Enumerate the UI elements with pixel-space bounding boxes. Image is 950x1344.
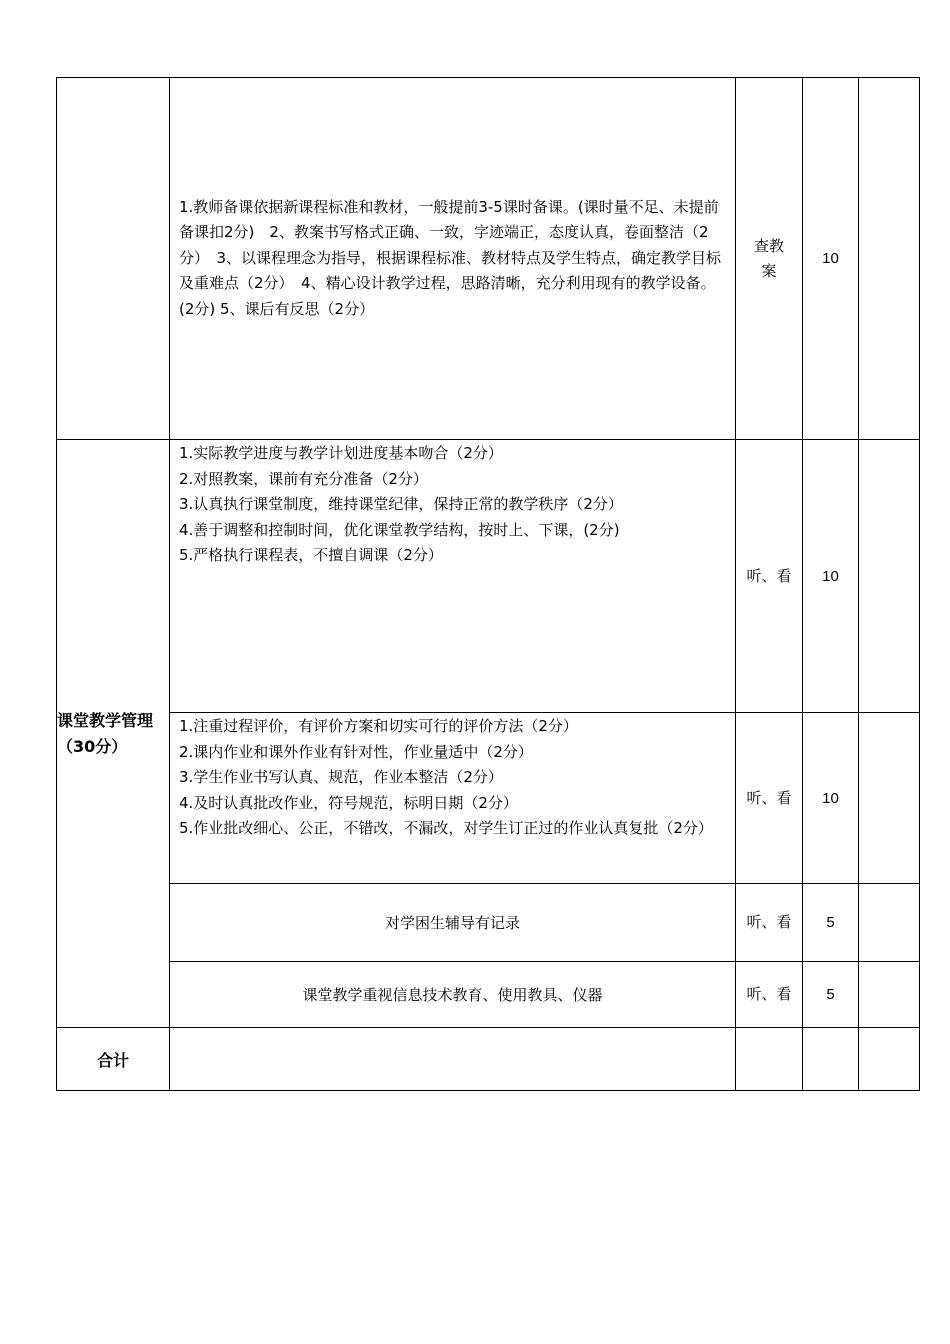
method-cell: 听、看 — [736, 713, 803, 884]
criteria-item: 2.对照教案，课前有充分准备（2分） — [179, 469, 428, 488]
table-row — [57, 78, 920, 440]
criteria-item: 1.注重过程评价，有评价方案和切实可行的评价方法（2分） — [179, 717, 578, 735]
criteria-item: 2.课内作业和课外作业有针对性，作业量适中（2分） — [179, 742, 533, 761]
criteria-list — [170, 713, 735, 842]
criteria-item: 5.严格执行课程表，不擅自调课（2分） — [179, 546, 443, 564]
criteria-list — [170, 440, 735, 569]
category-label: 课堂教学管理（30分） — [57, 710, 154, 756]
criteria-paragraph: 1.教师备课依据新课程标准和教材，一般提前3-5课时备课。(课时量不足、未提前备课扣2分) 2、教案书写格式正确、一致，字迹端正，态度认真，卷面整洁（2分） 3、以课程理念为指导，根据课程标准、教材特点及学生特点，确定教学目标及重难点（2分） 4、精心设计教学过程，思路清晰，充分利用现有的教学设备。(2分) 5、课后有反思（2分） — [179, 197, 722, 318]
total-result-cell — [859, 1028, 920, 1091]
result-cell — [859, 884, 920, 962]
result-cell — [859, 713, 920, 884]
table-row — [57, 962, 920, 1028]
result-cell — [859, 440, 920, 713]
table-row — [57, 713, 920, 884]
criteria-item: 3.认真执行课堂制度，维持课堂纪律，保持正常的教学秩序（2分） — [179, 495, 623, 513]
score-cell: 10 — [803, 713, 859, 884]
criteria-cell: 对学困生辅导有记录 — [170, 884, 736, 962]
criteria-item: 5.作业批改细心、公正，不错改，不漏改，对学生订正过的作业认真复批（2分） — [179, 819, 713, 837]
category-cell — [57, 440, 170, 1028]
method-cell — [736, 78, 803, 440]
criteria-cell — [170, 440, 736, 713]
category-cell — [57, 78, 170, 440]
method-cell: 听、看 — [736, 440, 803, 713]
total-row — [57, 1028, 920, 1091]
score-cell: 10 — [803, 78, 859, 440]
table-row — [57, 440, 920, 713]
criteria-cell: 课堂教学重视信息技术教育、使用教具、仪器 — [170, 962, 736, 1028]
method-text: 查教案 — [753, 236, 784, 280]
total-score-cell — [803, 1028, 859, 1091]
evaluation-table — [56, 77, 920, 1091]
criteria-item: 4.及时认真批改作业，符号规范，标明日期（2分） — [179, 793, 518, 812]
total-label: 合计 — [57, 1028, 170, 1091]
table-row — [57, 884, 920, 962]
method-cell: 听、看 — [736, 962, 803, 1028]
score-cell: 5 — [803, 962, 859, 1028]
score-cell: 10 — [803, 440, 859, 713]
criteria-item: 1.实际教学进度与教学计划进度基本吻合（2分） — [179, 444, 503, 462]
method-cell: 听、看 — [736, 884, 803, 962]
score-cell: 5 — [803, 884, 859, 962]
criteria-item: 4.善于调整和控制时间，优化课堂教学结构，按时上、下课，(2分) — [179, 520, 620, 539]
total-method-cell — [736, 1028, 803, 1091]
result-cell — [859, 78, 920, 440]
criteria-item: 3.学生作业书写认真、规范，作业本整洁（2分） — [179, 768, 503, 786]
total-criteria-cell — [170, 1028, 736, 1091]
criteria-cell — [170, 713, 736, 884]
result-cell — [859, 962, 920, 1028]
criteria-cell — [170, 78, 736, 440]
